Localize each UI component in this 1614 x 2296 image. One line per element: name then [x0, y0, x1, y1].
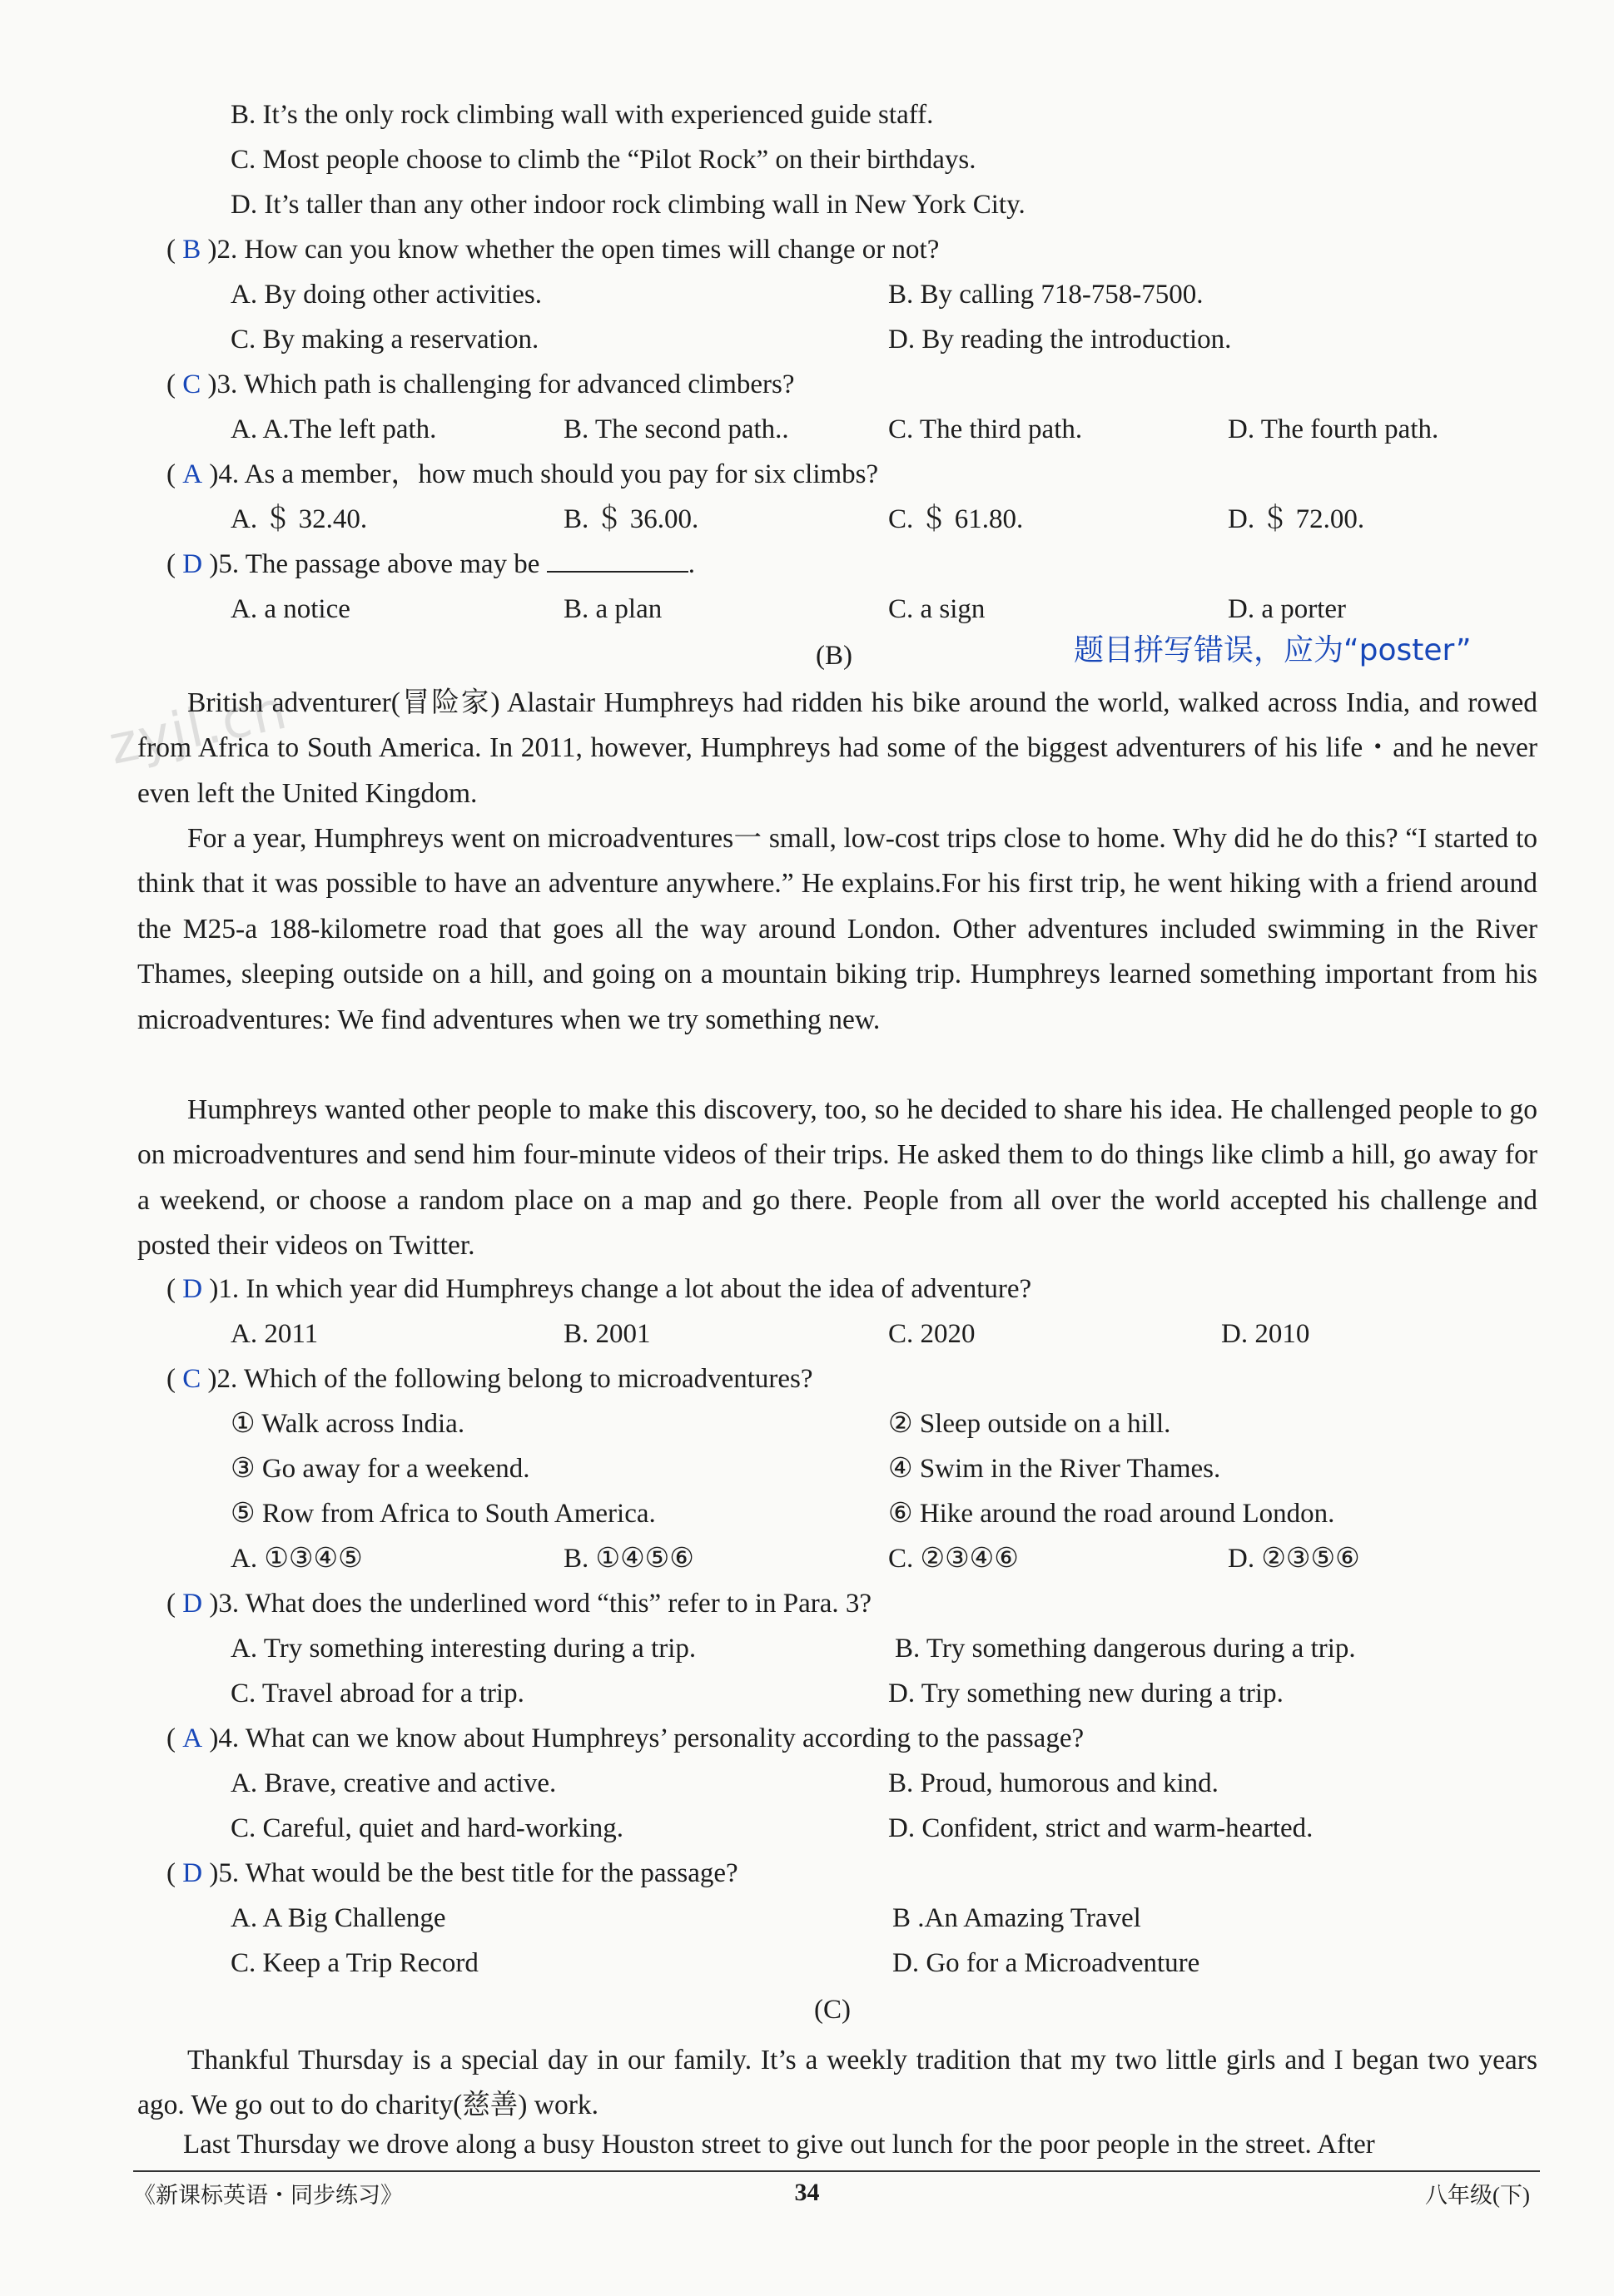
answer-mark: D: [182, 1274, 203, 1304]
option: D. Go for a Microadventure: [892, 1948, 1200, 1978]
question-stem: )2. How can you know whether the open times will change or not?: [207, 235, 940, 265]
option: D. ＄ 72.00.: [1228, 504, 1365, 534]
option: A. Brave, creative and active.: [231, 1768, 557, 1798]
list-item: ④ Swim in the River Thames.: [888, 1454, 1221, 1484]
option: C. ＄ 61.80.: [888, 504, 1024, 534]
passage-c-paragraph-2: Last Thursday we drove along a busy Houston street to give out lunch for the poor people in the street. After: [183, 2130, 1375, 2160]
option: D. Confident, strict and warm-hearted.: [888, 1813, 1314, 1843]
option: C. Keep a Trip Record: [231, 1948, 479, 1978]
option: B. ＄ 36.00.: [564, 504, 699, 534]
section-heading-c: (C): [814, 1995, 851, 2025]
q1-option-d: D. It’s taller than any other indoor rock climbing wall in New York City.: [231, 190, 1026, 220]
question-b5: ( D )5. What would be the best title for the passage?: [166, 1858, 738, 1888]
passage-c-paragraph-1: Thankful Thursday is a special day in our family. It’s a weekly tradition that my two little girls and I began two years ago. We go out to do charity(慈善) work.: [137, 2045, 1537, 2121]
option: A. A Big Challenge: [231, 1903, 446, 1933]
answer-mark: A: [182, 459, 203, 489]
answer-mark: D: [182, 1589, 203, 1619]
option: B. ①④⑤⑥: [564, 1544, 694, 1574]
answer-mark: B: [182, 235, 201, 265]
correction-note: 题目拼写错误，应为“poster”: [1074, 633, 1472, 667]
option: B. By calling 718-758-7500.: [888, 280, 1204, 310]
option: B. Try something dangerous during a trip.: [895, 1634, 1356, 1664]
answer-mark: A: [182, 1723, 203, 1753]
footer-book-title: 《新课标英语・同步练习》: [133, 2183, 403, 2208]
option: D. By reading the introduction.: [888, 325, 1232, 355]
answer-mark: D: [182, 549, 203, 579]
option: A. ＄ 32.40.: [231, 504, 368, 534]
list-item: ③ Go away for a weekend.: [231, 1454, 530, 1484]
watermark: zyjl.cn: [103, 679, 294, 777]
question-stem: )5. What would be the best title for the passage?: [209, 1858, 738, 1888]
option: D. ②③⑤⑥: [1228, 1544, 1360, 1574]
question-a4: ( A )4. As a member，how much should you pay for six climbs?: [166, 459, 879, 489]
option: A. Try something interesting during a trip.: [231, 1634, 697, 1664]
answer-mark: D: [182, 1858, 203, 1888]
option: C. ②③④⑥: [888, 1544, 1019, 1574]
page-number: 34: [794, 2179, 820, 2206]
footer-rule: [133, 2170, 1540, 2172]
question-stem: )3. What does the underlined word “this” refer to in Para. 3?: [209, 1589, 872, 1619]
question-stem: )1. In which year did Humphreys change a lot about the idea of adventure?: [209, 1274, 1032, 1304]
section-heading-b: (B): [816, 641, 852, 671]
option: C. 2020: [888, 1319, 976, 1349]
answer-mark: C: [182, 1364, 201, 1394]
question-b3: ( D )3. What does the underlined word “this” refer to in Para. 3?: [166, 1589, 872, 1619]
list-item: ① Walk across India.: [231, 1409, 465, 1439]
option: A. By doing other activities.: [231, 280, 542, 310]
option: D. 2010: [1221, 1319, 1310, 1349]
option: C. a sign: [888, 594, 986, 624]
passage-b-paragraph-3: Humphreys wanted other people to make this discovery, too, so he decided to share his idea. He challenged people to go on microadventures and send him four-minute videos of their trips. He asked them to do things like climb a hill, go away for a weekend, or choose a random place on a map and go there. People from all over the world accepted his challenge and posted their videos on Twitter.: [137, 1094, 1537, 1262]
question-b4: ( A )4. What can we know about Humphreys’ personality according to the passage?: [166, 1723, 1085, 1753]
question-stem: )3. Which path is challenging for advanced climbers?: [207, 369, 795, 399]
passage-b-paragraph-2: For a year, Humphreys went on microadventures一 small, low-cost trips close to home. Why did he do this? “I started to think that it was possible to have an adventure anywhere.” He explains.For his first trip, he went hiking with a friend around the M25-a 188-kilometre road that goes all the way around London. Other adventures included swimming in the River Thames, sleeping outside on a hill, and going on a mountain biking trip. Humphreys learned something important from his microadventures: We find adventures when we try something new.: [137, 823, 1537, 1035]
option: D. a porter: [1228, 594, 1347, 624]
option: C. Careful, quiet and hard-working.: [231, 1813, 623, 1843]
question-stem: )2. Which of the following belong to microadventures?: [207, 1364, 813, 1394]
q1-option-b: B. It’s the only rock climbing wall with experienced guide staff.: [231, 100, 934, 130]
question-b1: ( D )1. In which year did Humphreys change a lot about the idea of adventure?: [166, 1274, 1032, 1304]
answer-mark: C: [182, 369, 201, 399]
question-b2: ( C )2. Which of the following belong to microadventures?: [166, 1364, 813, 1394]
option: A. A.The left path.: [231, 414, 437, 444]
option: C. By making a reservation.: [231, 325, 539, 355]
list-item: ⑤ Row from Africa to South America.: [231, 1499, 656, 1529]
option: A. ①③④⑤: [231, 1544, 363, 1574]
answer-blank: [547, 548, 688, 573]
question-a2: ( B )2. How can you know whether the open times will change or not?: [166, 235, 940, 265]
option: D. Try something new during a trip.: [888, 1679, 1284, 1708]
list-item: ② Sleep outside on a hill.: [888, 1409, 1171, 1439]
option: C. The third path.: [888, 414, 1083, 444]
question-stem-end: .: [688, 549, 695, 579]
q1-option-c: C. Most people choose to climb the “Pilot Rock” on their birthdays.: [231, 145, 976, 175]
option: B. a plan: [564, 594, 663, 624]
question-stem: )4. As a member，how much should you pay for six climbs?: [209, 459, 879, 489]
passage-b-paragraph-1: British adventurer(冒险家) Alastair Humphreys had ridden his bike around the world, walked across India, and rowed from Africa to South America. In 2011, however, Humphreys had some of the biggest adventurers of his life・and he never even left the United Kingdom.: [137, 687, 1537, 809]
option: C. Travel abroad for a trip.: [231, 1679, 524, 1708]
option: B .An Amazing Travel: [892, 1903, 1141, 1933]
option: B. The second path..: [564, 414, 789, 444]
list-item: ⑥ Hike around the road around London.: [888, 1499, 1335, 1529]
question-a3: ( C )3. Which path is challenging for advanced climbers?: [166, 369, 795, 399]
option: B. 2001: [564, 1319, 651, 1349]
option: A. 2011: [231, 1319, 319, 1349]
question-a5: ( D )5. The passage above may be .: [166, 549, 695, 579]
option: D. The fourth path.: [1228, 414, 1439, 444]
option: A. a notice: [231, 594, 350, 624]
option: B. Proud, humorous and kind.: [888, 1768, 1219, 1798]
footer-grade: 八年级(下): [1425, 2183, 1530, 2208]
question-stem: )4. What can we know about Humphreys’ personality according to the passage?: [209, 1723, 1085, 1753]
question-stem: )5. The passage above may be: [209, 549, 547, 579]
